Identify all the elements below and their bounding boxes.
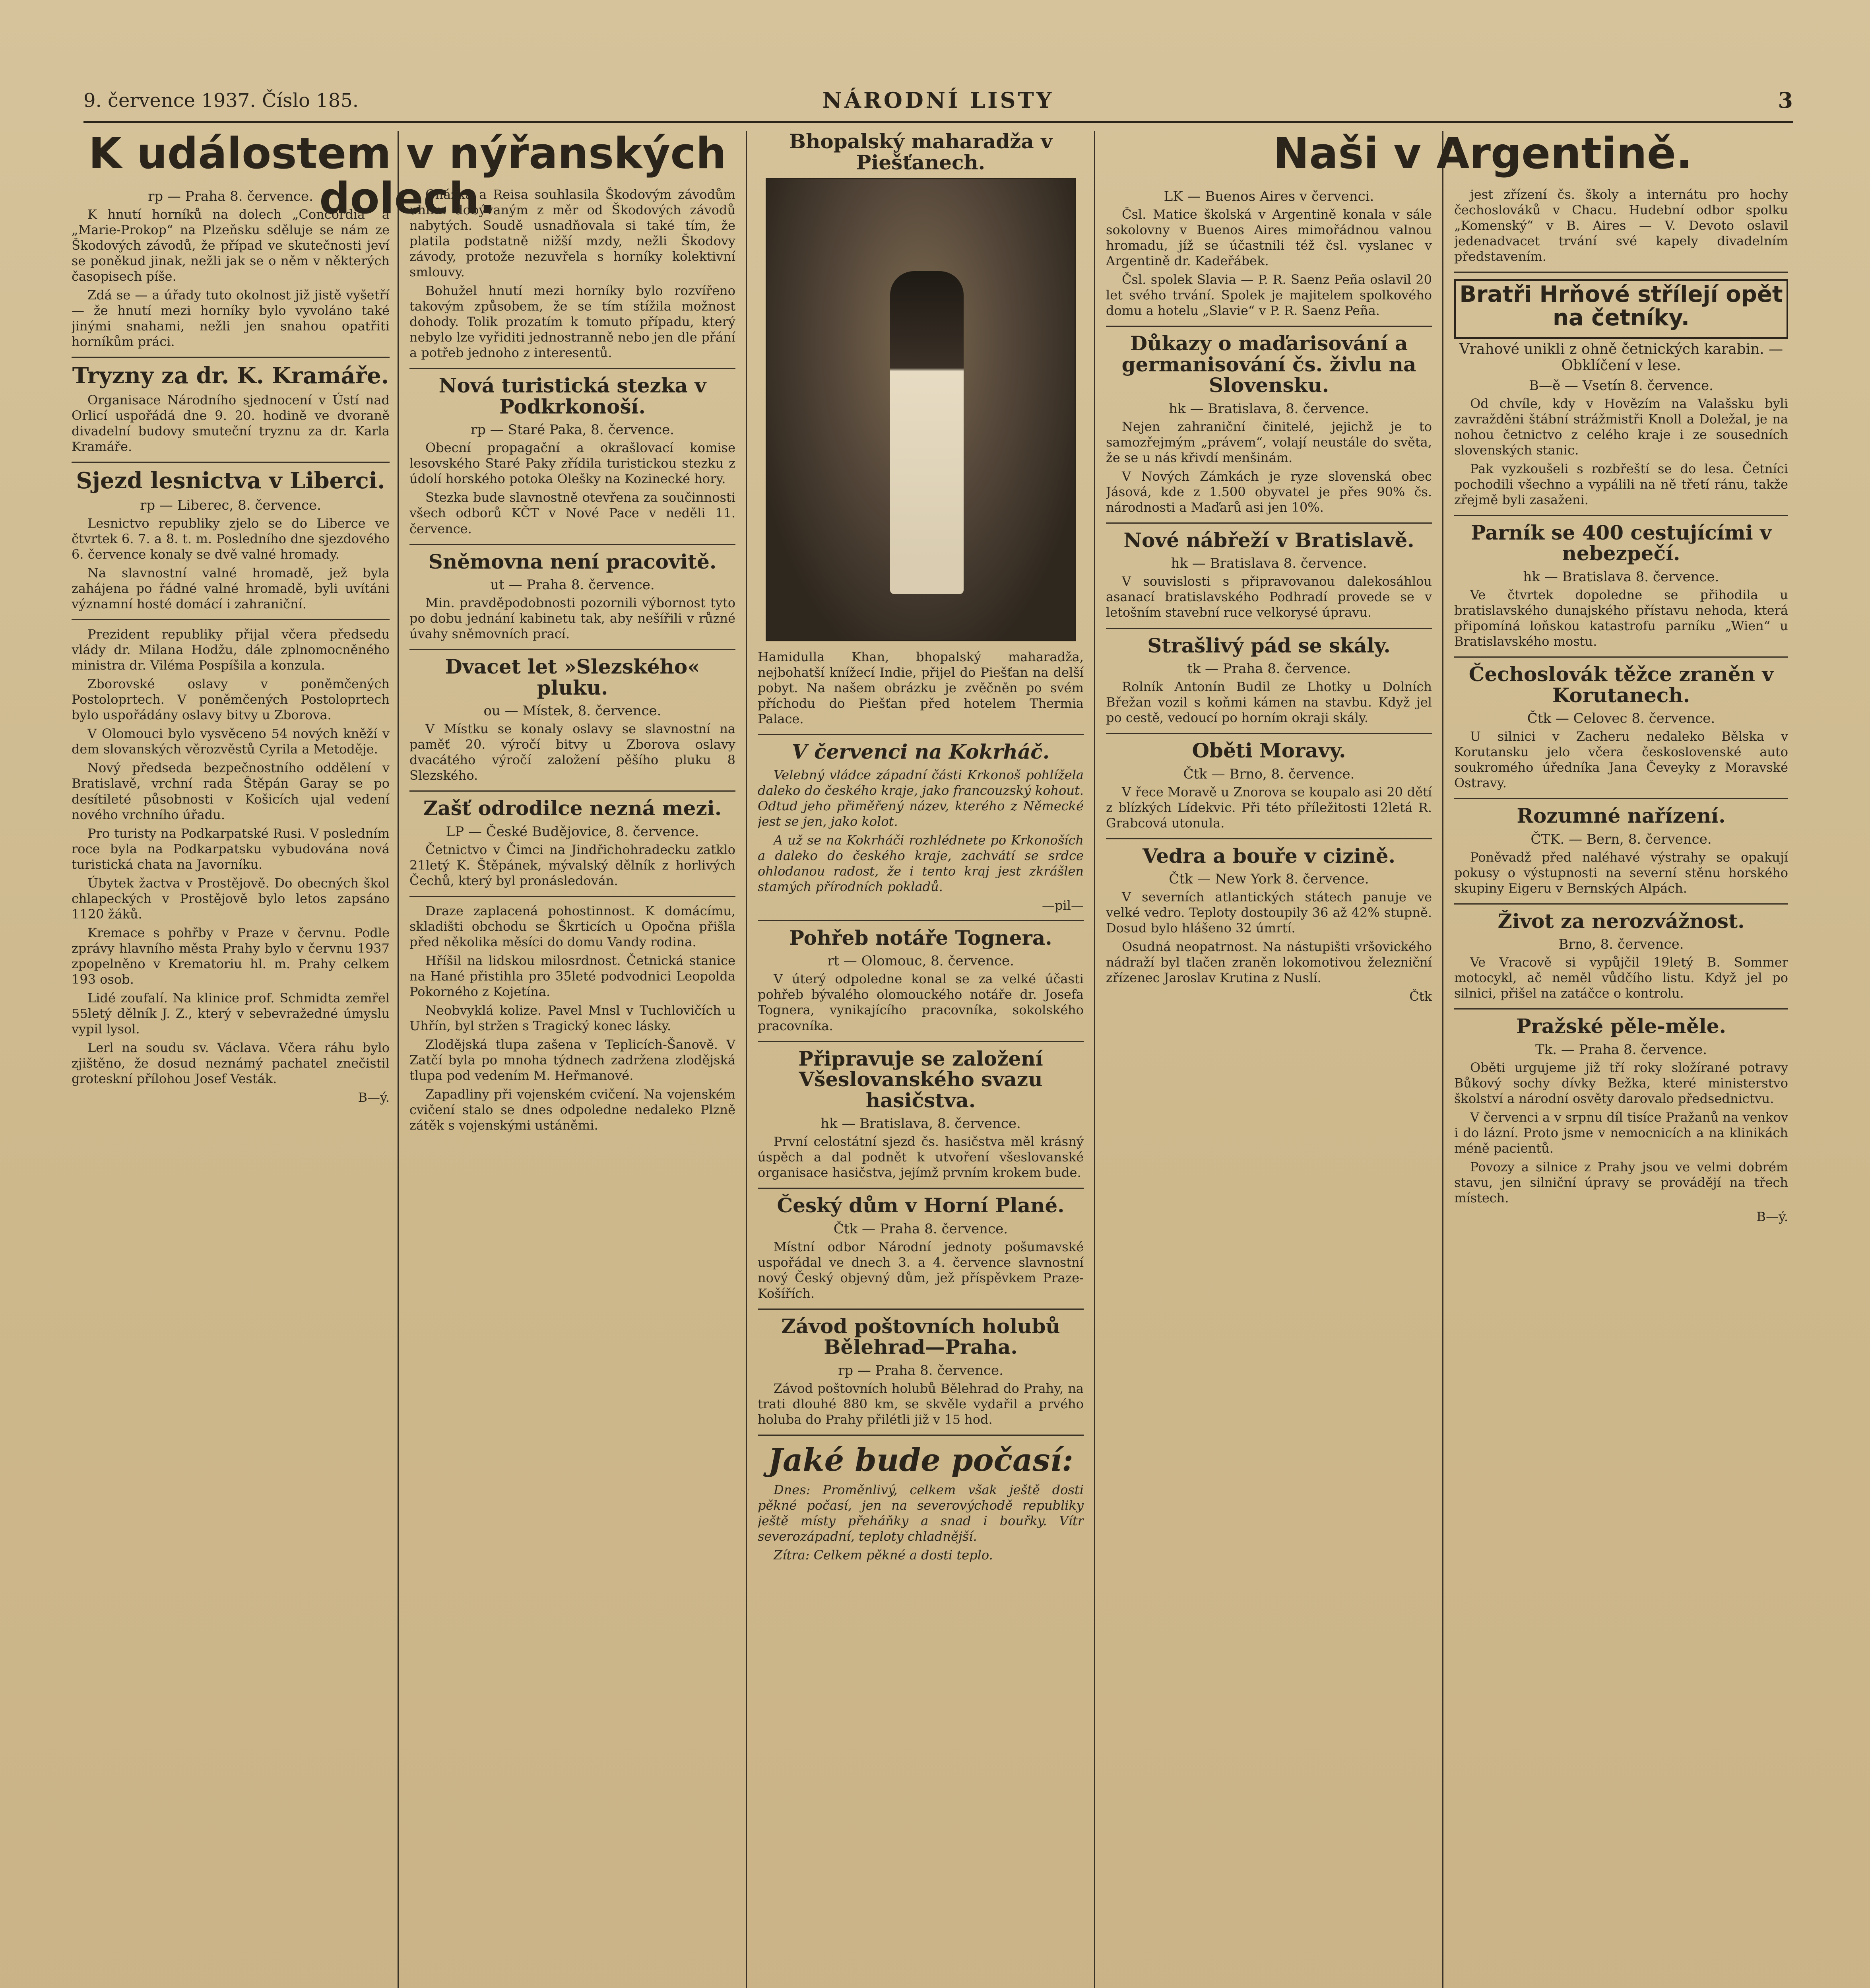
news-item: Neobvyklá kolize. Pavel Mnsl v Tuchlovičích u Uhřín, byl stržen s Tragický konec lásky. bbox=[409, 1003, 735, 1034]
divider bbox=[409, 649, 735, 650]
headline-hasici: Připravuje se založení Všeslovanského svazu hasičstva. bbox=[798, 1046, 1043, 1112]
column-rule bbox=[398, 131, 399, 1988]
headline-obeti: Oběti Moravy. bbox=[1192, 739, 1346, 763]
dateline: Brno, 8. července. bbox=[1558, 936, 1684, 953]
article-paragraph: Lesnictvo republiky zjelo se do Liberce ve čtvrtek 6. 7. a 8. t. m. Posledního dne sjezdového 6. července konaly se dvě valné hromady. bbox=[72, 516, 390, 562]
divider bbox=[1106, 733, 1432, 734]
divider bbox=[1454, 1008, 1788, 1010]
headline-narizeni: Rozumné nařízení. bbox=[1517, 804, 1726, 828]
headline-zivot: Život za nerozvážnost. bbox=[1498, 909, 1745, 933]
column-4 bbox=[1106, 187, 1432, 1988]
weather-title: Jaké bude počasí: bbox=[768, 1442, 1073, 1478]
dateline: Čtk — New York 8. července. bbox=[1169, 871, 1369, 887]
headline-cesky-dum: Český dům v Horní Plané. bbox=[777, 1194, 1065, 1217]
divider bbox=[1454, 903, 1788, 905]
news-item: Zapadliny při vojenském cvičení. Na vojenském cvičení stalo se dnes odpoledne nedaleko Plzně zátěk s vojenskými ustáněmi. bbox=[409, 1087, 735, 1133]
column-rule bbox=[746, 131, 747, 1988]
headline-parnik: Parník se 400 cestujícími v nebezpečí. bbox=[1470, 520, 1772, 565]
divider bbox=[409, 544, 735, 545]
page-number: 3 bbox=[1778, 87, 1793, 113]
article-paragraph: V řece Moravě u Znorova se koupalo asi 20 dětí z blízkých Lídekvic. Při této příležitosti 12letá R. Grabcová utonula. bbox=[1106, 784, 1432, 831]
divider bbox=[72, 357, 390, 358]
news-item: Lerl na soudu sv. Václava. Včera ráhu bylo zjištěno, že dosud neznámý pachatel znečistil groteskní přílohou Josef Vesták. bbox=[72, 1040, 390, 1087]
dateline: ČTK. — Bern, 8. července. bbox=[1531, 831, 1712, 847]
divider bbox=[758, 734, 1084, 735]
article-paragraph: Osudná neopatrnost. Na nástupišti vršovického nádraží byl tlačen zraněn lokomotivou železniční zřízenec Jaroslav Krutina z Nuslí. bbox=[1106, 939, 1432, 986]
article-paragraph: Místní odbor Národní jednoty pošumavské uspořádal ve dnech 3. a 4. července slavnostní nový Český objevný dům, jež příspěvkem Praze-Košířích. bbox=[758, 1239, 1084, 1301]
dateline: Čtk — Celovec 8. července. bbox=[1527, 711, 1715, 727]
headline-argentina: Naši v Argentině. bbox=[1273, 129, 1693, 179]
article-paragraph: V úterý odpoledne konal se za velké účasti pohřeb bývalého olomouckého notáře dr. Josefa Tognera, vynikajícího pracovníka, sokolského pracovníka. bbox=[758, 971, 1084, 1033]
dateline: hk — Bratislava, 8. července. bbox=[1169, 400, 1369, 417]
article-paragraph: První celostátní sjezd čs. hasičstva měl krásný úspěch a dal podnět k utvoření všeslovanské organisace hasičstva, jejímž prvním krokem bude. bbox=[758, 1134, 1084, 1180]
hrnove-box bbox=[1454, 279, 1788, 339]
article-paragraph: Zdá se — a úřady tuto okolnost již jistě vyšetří — že hnutí mezi horníky bylo vyvoláno také jinými snahami, nežli jen snahou opatřiti horníkům práci. bbox=[72, 287, 390, 349]
column-rule bbox=[1094, 131, 1095, 1988]
divider bbox=[1106, 522, 1432, 524]
column-3 bbox=[758, 131, 1084, 1988]
headline-liberec: Sjezd lesnictva v Liberci. bbox=[76, 468, 385, 494]
dateline: LK — Buenos Aires v červenci. bbox=[1164, 188, 1374, 204]
article-paragraph: Organisace Národního sjednocení v Ústí nad Orlicí uspořádá dne 9. 20. hodině ve dvoraně divadelní budovy smuteční tryznu za dr. Karla Kramáře. bbox=[72, 392, 390, 454]
news-item: V Olomouci bylo vysvěceno 54 nových kněží v dem slovanských věrozvěstů Cyrila a Metoděje. bbox=[72, 726, 390, 757]
article-paragraph: Min. pravděpodobnosti pozornili výbornost tyto po dobu jednání kabinetu tak, aby nešířili v různé úvahy sněmovních prací. bbox=[409, 595, 735, 642]
headline-snemovna: Sněmovna není pracovitě. bbox=[428, 549, 717, 573]
dateline: rp — Praha 8. července. bbox=[148, 188, 313, 204]
news-item: Kremace s pohřby v Praze v červnu. Podle zprávy hlavního města Prahy bylo v červnu 1937 zpopelněno v Krematoriu hl. m. Prahy celkem 193 osob. bbox=[72, 925, 390, 987]
headline-kokrhac: V červenci na Kokrháč. bbox=[791, 740, 1050, 764]
dateline: LP — České Budějovice, 8. července. bbox=[446, 823, 699, 840]
headline-cechoslovak: Čechoslovák těžce zraněn v Korutanech. bbox=[1468, 662, 1774, 707]
photo-title: Bhopalský maharadža v Piešťanech. bbox=[789, 131, 1053, 174]
divider bbox=[1454, 656, 1788, 658]
divider bbox=[409, 790, 735, 792]
argentina-headline-block bbox=[1105, 131, 1860, 181]
dateline: Tk. — Praha 8. července. bbox=[1535, 1041, 1707, 1058]
headline-zast: Zašť odrodilce nezná mezi. bbox=[423, 796, 722, 820]
article-paragraph: V severních atlantických státech panuje ve velké vedro. Teploty dostoupily 36 až 42% stupně. Dosud bylo hlášeno 32 úmrtí. bbox=[1106, 889, 1432, 936]
news-item: Nový předseda bezpečnostního oddělení v Bratislavě, vrchní rada Štěpán Garay se po desítileté působnosti v Košicích ujal vedení nového vrchního úřadu. bbox=[72, 760, 390, 822]
article-paragraph: U silnici v Zacheru nedaleko Bělska v Korutansku jelo včera československé auto soukromého úředníka Jana Čeveyky z Moravské Ostravy. bbox=[1454, 729, 1788, 791]
dateline: rp — Staré Paka, 8. července. bbox=[470, 422, 674, 438]
photo-figure bbox=[890, 271, 964, 594]
divider bbox=[758, 1435, 1084, 1436]
dateline: hk — Bratislava, 8. července. bbox=[821, 1116, 1021, 1132]
paper-name: NÁRODNÍ LISTY bbox=[822, 87, 1054, 113]
dateline: ou — Místek, 8. července. bbox=[483, 703, 661, 719]
signature: B—ý. bbox=[358, 1090, 390, 1105]
article-paragraph: Bohužel hnutí mezi horníky bylo rozvířeno takovým způsobem, že se tím stížila možnost dohody. Tolik prozatím k tomuto případu, který nebylo lze vyřiditi jednostranně nebo jen dle přání a potřeb jednoho z interesentů. bbox=[409, 283, 735, 361]
column-rule bbox=[1442, 131, 1443, 1988]
divider bbox=[72, 462, 390, 463]
headline-hrnove: Bratři Hrňové střílejí opět na četníky. bbox=[1459, 282, 1783, 331]
headline-slezsky: Dvacet let »Slezského« pluku. bbox=[445, 655, 700, 699]
dateline: tk — Praha 8. července. bbox=[1187, 661, 1351, 677]
article-paragraph: V Nových Zámkách je ryze slovenská obec Jásová, kde z 1.500 obyvatel je přes 90% čs. národnosti a Maďarů asi jen 10%. bbox=[1106, 468, 1432, 515]
news-item: Úbytek žactva v Prostějově. Do obecných škol chlapeckých v Prostějově bylo letos zapsáno 1120 žáků. bbox=[72, 875, 390, 922]
news-item: Hříšil na lidskou milosrdnost. Četnická stanice na Hané přistihla pro 35leté podvodnici Leopolda Pokorného z Kojetína. bbox=[409, 953, 735, 999]
weather-forecast: Dnes: Proměnlivý, celkem však ještě dosti pěkné počasí, jen na severovýchodě republiky ještě místy přeháňky a snad i bouřky. Vítr severozápadní, teploty chladnější. bbox=[758, 1482, 1084, 1544]
article-paragraph: V Místku se konaly oslavy se slavnostní na paměť 20. výročí bitvy u Zborova oslavy dvacátého výročí založení pěšího pluku 8 Slezského. bbox=[409, 721, 735, 783]
divider bbox=[1454, 272, 1788, 273]
dateline: rp — Praha 8. července. bbox=[838, 1362, 1003, 1378]
article-paragraph: Velebný vládce západní části Krkonoš pohlížela daleko do českého kraje, jako francouzský kohout. Odtud jeho přiměřený název, kterého z Německé jest se jen, jako kolot. bbox=[758, 767, 1084, 829]
divider bbox=[758, 1309, 1084, 1310]
subheadline: Vrahové unikli z ohně četnických karabin. — Obklíčení v lese. bbox=[1459, 341, 1783, 374]
article-paragraph: Rolník Antonín Budil ze Lhotky u Dolních Břežan vozil s koňmi kámen na stavbu. Když jel po cestě, vedoucí po horním okraji skály. bbox=[1106, 679, 1432, 726]
article-paragraph: V červenci a v srpnu díl tisíce Pražanů na venkov i do lázní. Proto jsme v nemocnicích a na klinikách méně pacientů. bbox=[1454, 1110, 1788, 1156]
divider bbox=[758, 1188, 1084, 1189]
article-paragraph: Obecní propagační a okrašlovací komise lesovského Staré Paky zřídila turistickou stezku z údolí horského potoka Olešky na Kozinecké hory. bbox=[409, 440, 735, 487]
article-paragraph: V souvislosti s připravovanou dalekosáhlou asanací bratislavského Podhradí provede se v letošním stavební ruce velkorysé úpravu. bbox=[1106, 574, 1432, 620]
divider bbox=[758, 920, 1084, 921]
divider bbox=[409, 896, 735, 897]
headline-vedro: Vedra a bouře v cizině. bbox=[1142, 844, 1395, 868]
article-paragraph: A už se na Kokrháči rozhlédnete po Krkonoších a daleko do českého kraje, zachvátí se srdce ohlodanou radost, že i tento kraj jest zkrášlen stamých přírodních pokladů. bbox=[758, 832, 1084, 894]
dateline: Čtk — Praha 8. července. bbox=[833, 1221, 1008, 1237]
article-paragraph: Pak vyzkoušeli s rozbřeští se do lesa. Četníci pochodili všechno a vypálili na ně třetí ránu, takže zřejmě byli zasaženi. bbox=[1454, 461, 1788, 507]
news-item: Lidé zoufalí. Na klinice prof. Schmidta zemřel 55letý dělník J. Z., který v sebevražedné úmyslu vypil lysol. bbox=[72, 990, 390, 1037]
article-paragraph: Stezka bude slavnostně otevřena za součinnosti všech odborů KČT v Nové Pace v neděli 11. července. bbox=[409, 490, 735, 536]
article-paragraph: jest zřízení čs. školy a internátu pro hochy čechoslováků v Chacu. Hudební odbor spolku „Komenský“ v B. Aires — V. Devoto oslavil jedenadvacet trvání své kapely divadelním představením. bbox=[1454, 187, 1788, 264]
column-5 bbox=[1454, 187, 1788, 1988]
article-paragraph: Poněvadž před naléhavé výstrahy se opakují pokusy o výstupnosti na severní stěnu horského skupiny Eigeru v Bernských Alpách. bbox=[1454, 849, 1788, 896]
article-paragraph: Ve čtvrtek dopoledne se přihodila u bratislavského dunajského přístavu nehoda, která připomíná loňskou katastrofu parníku „Wien“ u Bratislavského mostu. bbox=[1454, 587, 1788, 649]
news-item: Zlodějská tlupa zašena v Teplicích-Šanově. V Zatčí byla po mnoha týdnech zadržena zlodějská tlupa pod vedením M. Heřmanové. bbox=[409, 1037, 735, 1083]
dateline: rt — Olomouc, 8. července. bbox=[827, 953, 1014, 969]
signature: —pil— bbox=[1042, 897, 1084, 913]
dateline: Čtk — Brno, 8. července. bbox=[1183, 766, 1355, 782]
column-2 bbox=[409, 187, 735, 1988]
signature: B—ý. bbox=[1756, 1209, 1788, 1225]
headline-stezka: Nová turistická stezka v Podkrkonoší. bbox=[438, 374, 706, 418]
headline-kramar: Tryzny za dr. K. Kramáře. bbox=[72, 363, 389, 389]
divider bbox=[758, 1041, 1084, 1042]
divider bbox=[1106, 838, 1432, 839]
article-paragraph: Nejen zahraniční činitelé, jejichž je to samozřejmým „právem“, volají neustále do světa, že se u nás křivdí menšinám. bbox=[1106, 419, 1432, 465]
headline-nabrezi: Nové nábřeží v Bratislavě. bbox=[1123, 528, 1414, 552]
article-paragraph: Četnictvo v Čimci na Jindřichohradecku zatklo 21letý K. Štěpánek, mývalský dělník z horlivých Čechů, který byl pronásledován. bbox=[409, 842, 735, 888]
article-paragraph: Oběti urgujeme již tří roky složírané potravy Bůkový sochy dívky Bežka, které ministerstvo školství a národní osvěty darovalo předsednictvu. bbox=[1454, 1060, 1788, 1106]
article-paragraph: Čsl. Matice školská v Argentině konala v sále sokolovny v Buenos Aires mimořádnou valnou hromadu, jíž se účastnili též čsl. vyslanec v Argentině dr. Kadeřábek. bbox=[1106, 207, 1432, 269]
headline-skaly: Strašlivý pád se skály. bbox=[1147, 633, 1391, 657]
divider bbox=[409, 368, 735, 369]
divider bbox=[72, 619, 390, 620]
dateline: hk — Bratislava 8. července. bbox=[1523, 569, 1719, 585]
article-paragraph: Závod poštovních holubů Bělehrad do Prahy, na trati dlouhé 880 km, se skvěle vydařil a prvého holuba do Prahy přilétli již v 15 hod. bbox=[758, 1380, 1084, 1427]
article-paragraph: Od chvíle, kdy v Hovězím na Valašsku byli zavražděni štábní strážmistři Knoll a Doležal, je na nohou četnictvo z celého kraje i ze sousedních slovenských stanic. bbox=[1454, 396, 1788, 458]
page-header bbox=[83, 85, 1793, 123]
dateline: rp — Liberec, 8. července. bbox=[140, 497, 321, 513]
news-item: Draze zaplacená pohostinnost. K domácímu, skladišti obchodu se Škrticích u Opočna přišla před několika měsíci do domu Vandy rodina. bbox=[409, 903, 735, 949]
date-issue: 9. července 1937. Číslo 185. bbox=[83, 89, 359, 112]
weather-forecast: Zítra: Celkem pěkné a dosti teplo. bbox=[774, 1547, 993, 1563]
dateline: ut — Praha 8. července. bbox=[490, 577, 655, 593]
photo-caption: Hamidulla Khan, bhopalský maharadža, nejbohatší knížecí Indie, přijel do Piešťan na delší pobyt. Na našem obrázku je zvěčněn po svém příchodu do Piešťan před hotelem Thermia Palace. bbox=[758, 649, 1084, 727]
maharaja-photo bbox=[766, 178, 1076, 641]
news-item: Prezident republiky přijal včera předsedu vlády dr. Milana Hodžu, dále zplnomocněného ministra dr. Viléma Pospíšila a konzula. bbox=[72, 627, 390, 673]
headline-pelemele: Pražské pěle-měle. bbox=[1516, 1014, 1726, 1038]
headline-tognera: Pohřeb notáře Tognera. bbox=[789, 926, 1052, 949]
divider bbox=[1106, 628, 1432, 629]
signature: Čtk bbox=[1409, 989, 1432, 1004]
article-paragraph: Na slavnostní valné hromadě, jež byla zahájena po řádné valné hromadě, byli uvítáni významní hosté domácí i zahraniční. bbox=[72, 565, 390, 612]
dateline: hk — Bratislava 8. července. bbox=[1171, 555, 1367, 572]
article-paragraph: Chážka a Reisa souhlasila Škodovým závodům uhlím dobývaným z měr od Škodových závodů nabytých. Soudě usnadňovala si také tím, že platila podstatně nižší mzdy, nežli Škodovy závody, protože nezuvřela s horníky kolektivní smlouvy. bbox=[409, 187, 735, 280]
divider bbox=[1106, 326, 1432, 327]
column-1 bbox=[72, 187, 390, 1988]
article-paragraph: Ve Vracově si vypůjčil 19letý B. Sommer motocykl, ač neměl vůdčího listu. Když jel po silnici, přišel na zatáčce o kontrolu. bbox=[1454, 955, 1788, 1001]
news-item: Zborovské oslavy v poněmčených Postoloprtech. V poněmčených Postoloprtech bylo uspořádány oslavy bitvy u Zborova. bbox=[72, 676, 390, 723]
article-paragraph: K hnutí horníků na dolech „Concordia“ a „Marie-Prokop“ na Plzeňsku sděluje se nám ze Škodových závodů, že případ ve skutečnosti jeví se poněkud jinak, nežli jak se o něm v některých časopisech píše. bbox=[72, 207, 390, 284]
dateline: B—ě — Vsetín 8. července. bbox=[1529, 377, 1713, 394]
headline-madarisace: Důkazy o maďarisování a germanisování čs. živlu na Slovensku. bbox=[1121, 332, 1416, 397]
headline-holubi: Závod poštovních holubů Bělehrad—Praha. bbox=[781, 1314, 1060, 1359]
divider bbox=[1454, 798, 1788, 799]
article-paragraph: Čsl. spolek Slavia — P. R. Saenz Peña oslavil 20 let svého trvání. Spolek je majitelem spolkového domu a hotelu „Slavie“ v P. R. Saenz Peña. bbox=[1106, 272, 1432, 318]
article-paragraph: Povozy a silnice z Prahy jsou ve velmi dobrém stavu, jen silniční úpravy se provádějí na třech místech. bbox=[1454, 1159, 1788, 1206]
divider bbox=[1454, 515, 1788, 516]
headline-mines: K událostem v nýřanských dolech. bbox=[88, 129, 727, 224]
news-item: Pro turisty na Podkarpatské Rusi. V posledním roce byla na Podkarpatsku vybudována nová turistická chata na Javorníku. bbox=[72, 825, 390, 872]
